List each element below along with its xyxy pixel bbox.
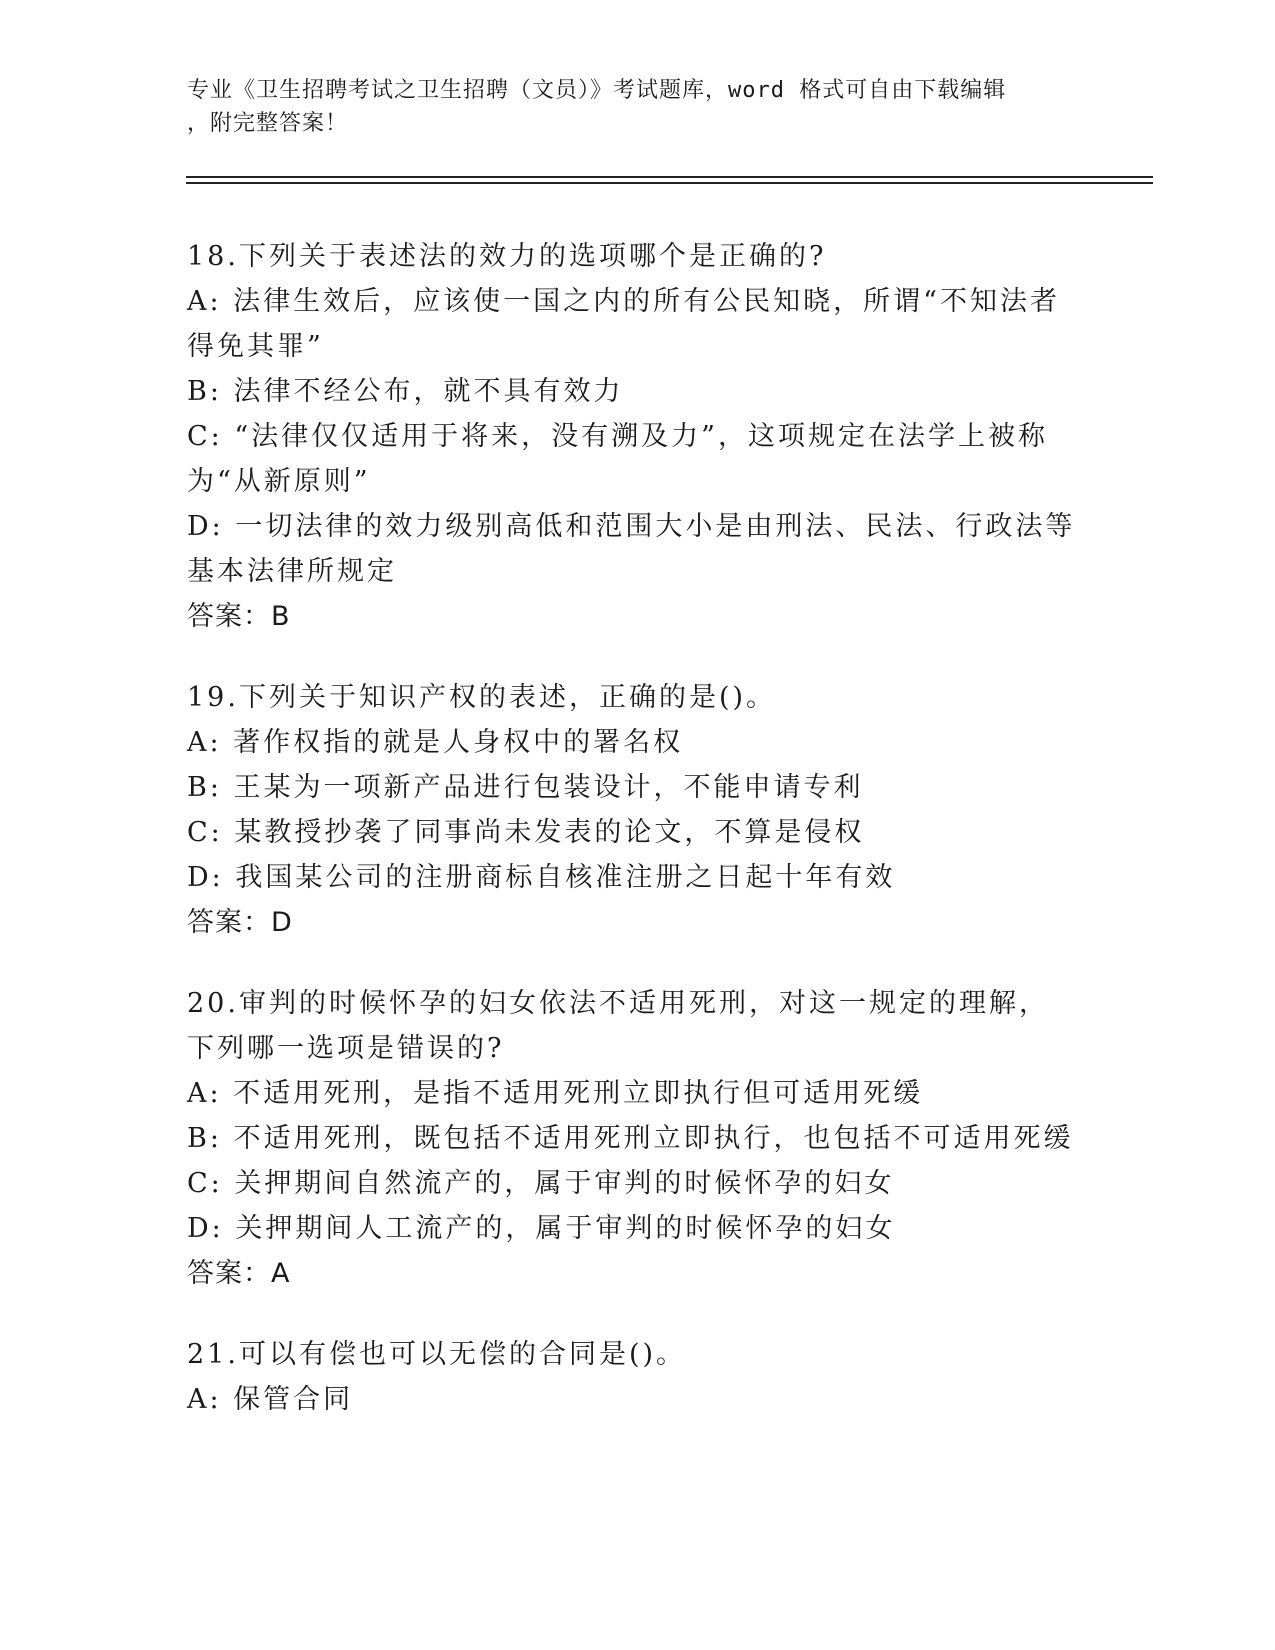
answer-label: 答案：B xyxy=(187,601,291,632)
question-stem: 21.可以有偿也可以无偿的合同是()。 xyxy=(187,1339,687,1370)
question-20 xyxy=(187,981,1077,1296)
header-divider-bottom xyxy=(186,182,1153,184)
header-line-1: 专业《卫生招聘考试之卫生招聘（文员）》考试题库，word 格式可自由下载编辑 xyxy=(187,78,1007,103)
option-d: D: 关押期间人工流产的，属于审判的时候怀孕的妇女 xyxy=(187,1213,896,1244)
option-a: A: 保管合同 xyxy=(187,1384,354,1415)
option-a: A: 法律生效后，应该使一国之内的所有公民知晓，所谓“不知法者得免其罪” xyxy=(187,286,1060,362)
question-21 xyxy=(187,1332,1077,1422)
question-18 xyxy=(187,234,1077,639)
question-stem: 19.下列关于知识产权的表述，正确的是()。 xyxy=(187,682,777,713)
option-d: D: 我国某公司的注册商标自核准注册之日起十年有效 xyxy=(187,862,896,893)
header-line-2: ，附完整答案！ xyxy=(187,111,349,136)
option-c: C: “法律仅仅适用于将来，没有溯及力”，这项规定在法学上被称为“从新原则” xyxy=(187,421,1048,497)
document-header xyxy=(187,74,1067,140)
option-c: C: 关押期间自然流产的，属于审判的时候怀孕的妇女 xyxy=(187,1168,895,1199)
option-b: B: 法律不经公布，就不具有效力 xyxy=(187,376,624,407)
question-stem: 18.下列关于表述法的效力的选项哪个是正确的? xyxy=(187,241,827,272)
option-a: A: 著作权指的就是人身权中的署名权 xyxy=(187,727,684,758)
question-stem: 20.审判的时候怀孕的妇女依法不适用死刑，对这一规定的理解，下列哪一选项是错误的? xyxy=(187,988,1049,1064)
option-b: B: 不适用死刑，既包括不适用死刑立即执行，也包括不可适用死缓 xyxy=(187,1123,1074,1154)
option-b: B: 王某为一项新产品进行包装设计，不能申请专利 xyxy=(187,772,864,803)
answer-label: 答案：D xyxy=(187,907,293,938)
option-a: A: 不适用死刑，是指不适用死刑立即执行但可适用死缓 xyxy=(187,1078,924,1109)
question-19 xyxy=(187,675,1077,945)
question-list xyxy=(187,234,1077,1458)
option-d: D: 一切法律的效力级别高低和范围大小是由刑法、民法、行政法等基本法律所规定 xyxy=(187,511,1076,587)
option-c: C: 某教授抄袭了同事尚未发表的论文，不算是侵权 xyxy=(187,817,865,848)
answer-label: 答案：A xyxy=(187,1258,291,1289)
header-divider-top xyxy=(186,176,1153,178)
